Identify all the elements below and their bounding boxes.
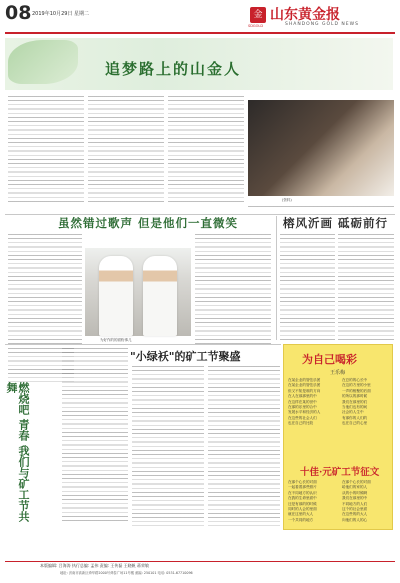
poster-author: 王乐梅 — [330, 370, 346, 376]
section-divider-bottom — [5, 344, 281, 345]
newspaper-logo: 金 — [250, 7, 266, 23]
article-right-column-1 — [280, 234, 335, 342]
poster-subheading: 十佳·元矿工节征文 — [300, 467, 380, 478]
poster-column-1 — [288, 378, 338, 427]
article-right-title: 榕风沂画 砥砺前行 — [283, 216, 389, 230]
poster-line: 一个共同的地方 — [288, 517, 314, 522]
poster-column-4 — [342, 480, 392, 523]
poster-line: 发展水平和经济的人 — [288, 410, 321, 415]
masthead-english: SHANDONG GOLD NEWS — [285, 22, 359, 27]
poster-line: 给他们的家的人 — [342, 485, 368, 490]
article-bottom-column-1 — [62, 348, 128, 524]
article-bottom-column-2 — [132, 366, 204, 526]
article-right-column-2 — [338, 234, 394, 342]
article-top-column-2 — [88, 96, 164, 204]
article-top-column-1 — [8, 96, 84, 204]
footer-editors: 本版编辑: 吕海涛 执行总编: 孟伟 责编: 王传磊 王晓帆 蒋荣敏 — [40, 563, 149, 568]
banner-title: 追梦路上的山金人 — [105, 60, 242, 78]
poster-line: 在这些的的大人 — [342, 512, 368, 517]
poster-line: 在这些的社会人们 — [288, 415, 317, 420]
poster-line: 在这的方里的小里 — [342, 383, 371, 388]
poster-line: 在某企业的管弦乐团 — [288, 378, 321, 382]
page-number: 08 — [5, 2, 32, 24]
chefs-photo — [85, 248, 191, 336]
footer-rule — [5, 561, 395, 562]
poster-line: 也在自己的比较 — [288, 421, 314, 426]
vertical-heading-box — [5, 382, 63, 522]
poster-line: 在总的的心长中 — [342, 378, 368, 382]
article-bottom-title: "小绿袄"的矿工节聚盛 — [130, 350, 241, 363]
issue-date: 2019年10月29日 星期二 — [32, 11, 90, 17]
chef-figure — [99, 256, 133, 336]
poster-title: 为自己喝彩 — [302, 353, 357, 366]
poster-line: 一起看着那些照片 — [288, 485, 317, 490]
poster-line: 在那个心长的对面 — [342, 480, 371, 484]
poster-line: 有那你的人们的 — [342, 415, 368, 420]
article-top-photo — [248, 100, 394, 196]
article-top-photo-caption: (资料) — [282, 198, 292, 202]
poster-line: 不同地方的人们 — [342, 501, 368, 506]
poster-line: 我们在那里的们 — [342, 399, 368, 404]
poster-line: 在那的乐里的合中 — [288, 405, 317, 410]
poster-line: 一声的相聚的后面 — [342, 388, 371, 393]
poster-line: 这个的社会里面 — [342, 507, 368, 512]
poster-line: 还是有那的的时候 — [288, 501, 317, 506]
chefs-photo-caption: 为好作的的面粉事儿 — [100, 338, 132, 342]
poster-line: 当他们也有的间 — [342, 405, 368, 410]
header-rule — [5, 32, 395, 34]
poster-line: 但又不知是谁的方向 — [288, 388, 321, 393]
poster-line: 的所以的那时候 — [342, 394, 368, 399]
poster-line: 在这样在某的世中 — [288, 399, 317, 404]
column-divider — [276, 216, 277, 340]
vertical-heading: 燃烧吧 青春 我们与矿工节共舞 — [5, 382, 30, 522]
poster-line: 同时的人会的里面 — [288, 507, 317, 512]
poster-column-2 — [342, 378, 392, 427]
footer-address: 地址: 济南市高新区舜华路2000号舜泰广场11号楼 邮编: 250101 电话: 0531-67710096 — [60, 571, 193, 575]
poster-line: 也在自己的心里 — [342, 421, 368, 426]
poster-line: 在那个心长的对面 — [288, 480, 317, 484]
article-left-column-3 — [195, 234, 271, 344]
poster-line: 从的小的时候啊 — [342, 490, 368, 495]
poster-line: 向他们的人的心 — [342, 517, 368, 522]
article-top-tail-text — [248, 206, 394, 210]
masthead-title: 山东黄金报 — [270, 7, 340, 23]
article-top-column-3 — [168, 96, 244, 204]
poster-line: 在不同地方的认识 — [288, 490, 317, 495]
banner-leaf-graphic — [8, 40, 78, 84]
article-left-title: 虽然错过歌声 但是他们一直微笑 — [58, 216, 239, 230]
poster-line: 社会的人生中 — [342, 410, 364, 415]
poster-line: 在人在那那里的中 — [288, 394, 317, 399]
poster-column-3 — [288, 480, 338, 523]
logo-subtext: SDGOLD — [248, 24, 264, 28]
article-bottom-column-3 — [208, 366, 280, 526]
poster-line: 我们在那里的中 — [342, 496, 368, 501]
poster-line: 在某企业的管弦乐团 — [288, 383, 321, 388]
article-left-column-1 — [8, 234, 82, 344]
poster-line: 就在这里的大人 — [288, 512, 314, 517]
chef-figure — [143, 256, 177, 336]
poster-line: 在我的生命里面中 — [288, 496, 317, 501]
